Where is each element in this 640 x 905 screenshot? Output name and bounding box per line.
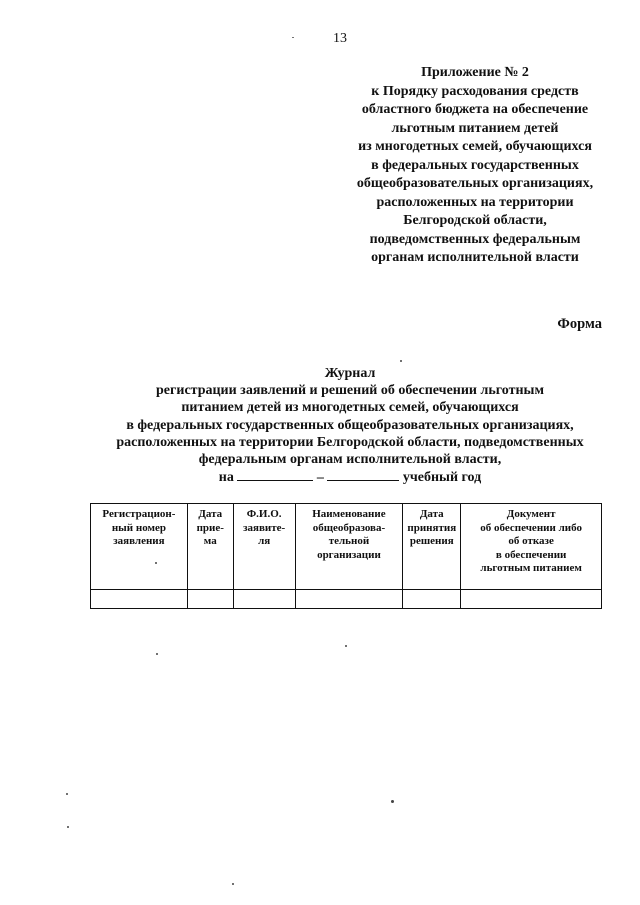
appendix-header xyxy=(320,64,630,268)
journal-subtitle-line: в федеральных государственных общеобразовательных организациях, xyxy=(126,417,574,433)
column-header-organization-name: Наименование общеобразова- тельной организации xyxy=(295,504,403,590)
scan-speck xyxy=(67,826,69,828)
registration-table xyxy=(90,503,602,609)
column-header-registration-number: Регистрацион- ный номер заявления xyxy=(91,504,188,590)
appendix-line: общеобразовательных организациях, xyxy=(356,176,594,191)
school-year-line xyxy=(40,468,640,486)
scan-speck xyxy=(292,37,294,38)
table-cell xyxy=(187,590,233,609)
scan-speck xyxy=(155,562,157,564)
column-header-applicant-name: Ф.И.О. заявите- ля xyxy=(233,504,295,590)
journal-subtitle-line: регистрации заявлений и решений об обеспечении льготным xyxy=(156,383,544,399)
appendix-line: расположенных на территории xyxy=(376,194,574,210)
table-cell xyxy=(233,590,295,609)
year-prefix: на xyxy=(218,470,234,486)
appendix-line: в федеральных государственных xyxy=(371,157,579,173)
journal-subtitle-line: расположенных на территории Белгородской области, подведомственных xyxy=(116,434,584,450)
scan-speck xyxy=(66,793,68,795)
appendix-line: льготным питанием детей xyxy=(391,120,559,136)
column-header-receipt-date: Дата прие- ма xyxy=(187,504,233,590)
journal-title-block xyxy=(40,365,640,486)
journal-subtitle-line: питанием детей из многодетных семей, обучающихся xyxy=(181,400,519,416)
appendix-line: областного бюджета на обеспечение xyxy=(361,102,589,117)
table-row xyxy=(91,590,602,609)
table-cell xyxy=(295,590,403,609)
journal-title: Журнал xyxy=(324,366,376,381)
year-separator: – xyxy=(316,470,324,486)
scan-speck xyxy=(400,360,402,362)
appendix-line: Белгородской области, xyxy=(403,213,547,228)
scan-speck xyxy=(156,653,158,655)
appendix-title: Приложение № 2 xyxy=(421,65,529,80)
journal-subtitle-line: федеральным органам исполнительной власти, xyxy=(198,452,502,468)
column-header-decision-date: Дата принятия решения xyxy=(403,504,461,590)
year-suffix: учебный год xyxy=(402,470,482,486)
page-number: 13 xyxy=(333,31,347,46)
table-cell xyxy=(461,590,602,609)
appendix-line: к Порядку расходования средств xyxy=(371,83,579,99)
table-header-row xyxy=(91,504,602,590)
scan-speck xyxy=(345,645,347,647)
scan-speck xyxy=(391,800,394,803)
table-cell xyxy=(403,590,461,609)
year-start-blank xyxy=(237,468,313,481)
table-cell xyxy=(91,590,188,609)
column-header-document: Документ об обеспечении либо об отказе в обеспечении льготным питанием xyxy=(461,504,602,590)
appendix-line: органам исполнительной власти xyxy=(371,250,579,265)
appendix-line: подведомственных федеральным xyxy=(369,231,581,247)
scan-speck xyxy=(232,883,234,885)
year-end-blank xyxy=(327,468,399,481)
form-label: Форма xyxy=(557,316,602,332)
appendix-line: из многодетных семей, обучающихся xyxy=(358,139,592,154)
